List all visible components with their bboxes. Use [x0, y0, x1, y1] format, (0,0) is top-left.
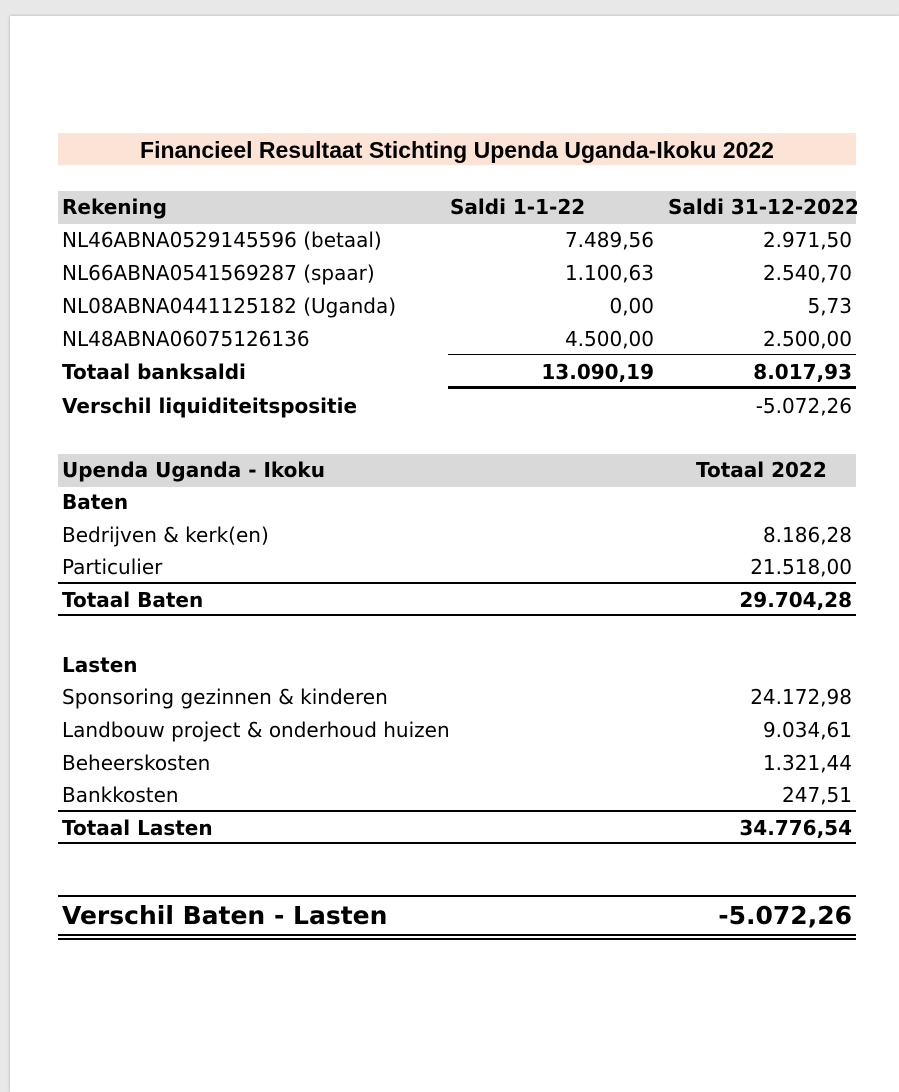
income-total-bottom-rule	[58, 614, 856, 616]
income-label: Bedrijven & kerk(en)	[62, 523, 269, 547]
account-label: NL48ABNA06075126136	[62, 327, 310, 351]
accounts-header-label: Rekening	[62, 195, 167, 219]
expense-row	[58, 779, 856, 812]
account-balance-end: 2.971,50	[762, 228, 852, 252]
account-label: NL66ABNA0541569287 (spaar)	[62, 261, 375, 285]
liquidity-difference-label: Verschil liquiditeitspositie	[62, 394, 358, 418]
expense-label: Beheerskosten	[62, 751, 211, 775]
expenses-total-row	[58, 812, 856, 845]
accounts-header-col1: Saldi 1-1-22	[450, 195, 586, 219]
expense-value: 1.321,44	[762, 751, 852, 775]
bank-total-label: Totaal banksaldi	[62, 360, 246, 384]
expenses-total-bottom-rule	[58, 842, 856, 844]
expense-row	[58, 747, 856, 780]
account-balance-end: 2.500,00	[762, 327, 852, 351]
account-balance-end: 5,73	[807, 294, 852, 318]
account-balance-start: 0,00	[609, 294, 654, 318]
bank-total-start: 13.090,19	[541, 360, 654, 384]
subtotal-rule	[448, 354, 856, 355]
liquidity-difference-row	[58, 390, 856, 423]
income-row	[58, 519, 856, 552]
accounts-header-row	[58, 191, 859, 224]
bank-total-row	[58, 356, 856, 389]
account-label: NL08ABNA0441125182 (Uganda)	[62, 294, 397, 318]
expense-label: Bankkosten	[62, 783, 179, 807]
final-result-label: Verschil Baten - Lasten	[62, 901, 388, 930]
result-header-label: Upenda Uganda - Ikoku	[62, 458, 325, 482]
result-header-total: Totaal 2022	[696, 458, 827, 482]
account-row	[58, 224, 856, 257]
expense-row	[58, 681, 856, 714]
expenses-total-value: 34.776,54	[739, 816, 852, 840]
income-row	[58, 551, 856, 584]
income-value: 8.186,28	[762, 523, 852, 547]
report-title: Financieel Resultaat Stichting Upenda Uganda-Ikoku 2022	[58, 133, 856, 165]
expense-value: 247,51	[782, 783, 852, 807]
account-label: NL46ABNA0529145596 (betaal)	[62, 228, 382, 252]
final-result-value: -5.072,26	[718, 901, 852, 930]
income-heading-label: Baten	[62, 490, 129, 514]
final-result-row	[58, 896, 856, 936]
income-total-row	[58, 584, 856, 617]
account-row	[58, 290, 856, 323]
income-heading	[58, 486, 856, 519]
expense-label: Landbouw project & onderhoud huizen	[62, 718, 450, 742]
income-total-label: Totaal Baten	[62, 588, 204, 612]
result-header-row	[58, 454, 856, 487]
accounts-header-col2: Saldi 31-12-2022	[668, 195, 859, 219]
account-balance-start: 1.100,63	[564, 261, 654, 285]
income-value: 21.518,00	[750, 555, 852, 579]
account-balance-end: 2.540,70	[762, 261, 852, 285]
final-double-rule-2	[58, 938, 856, 940]
account-row	[58, 257, 856, 290]
final-double-rule-1	[58, 934, 856, 936]
expense-value: 24.172,98	[750, 685, 852, 709]
expenses-heading-label: Lasten	[62, 653, 138, 677]
income-label: Particulier	[62, 555, 163, 579]
total-rule	[448, 386, 856, 389]
expense-row	[58, 714, 856, 747]
account-balance-start: 7.489,56	[564, 228, 654, 252]
expenses-heading	[58, 649, 856, 682]
expense-label: Sponsoring gezinnen & kinderen	[62, 685, 388, 709]
expenses-total-label: Totaal Lasten	[62, 816, 213, 840]
account-balance-start: 4.500,00	[564, 327, 654, 351]
bank-total-end: 8.017,93	[753, 360, 852, 384]
liquidity-difference-value: -5.072,26	[755, 394, 852, 418]
expense-value: 9.034,61	[762, 718, 852, 742]
account-row	[58, 323, 856, 356]
income-total-value: 29.704,28	[739, 588, 852, 612]
